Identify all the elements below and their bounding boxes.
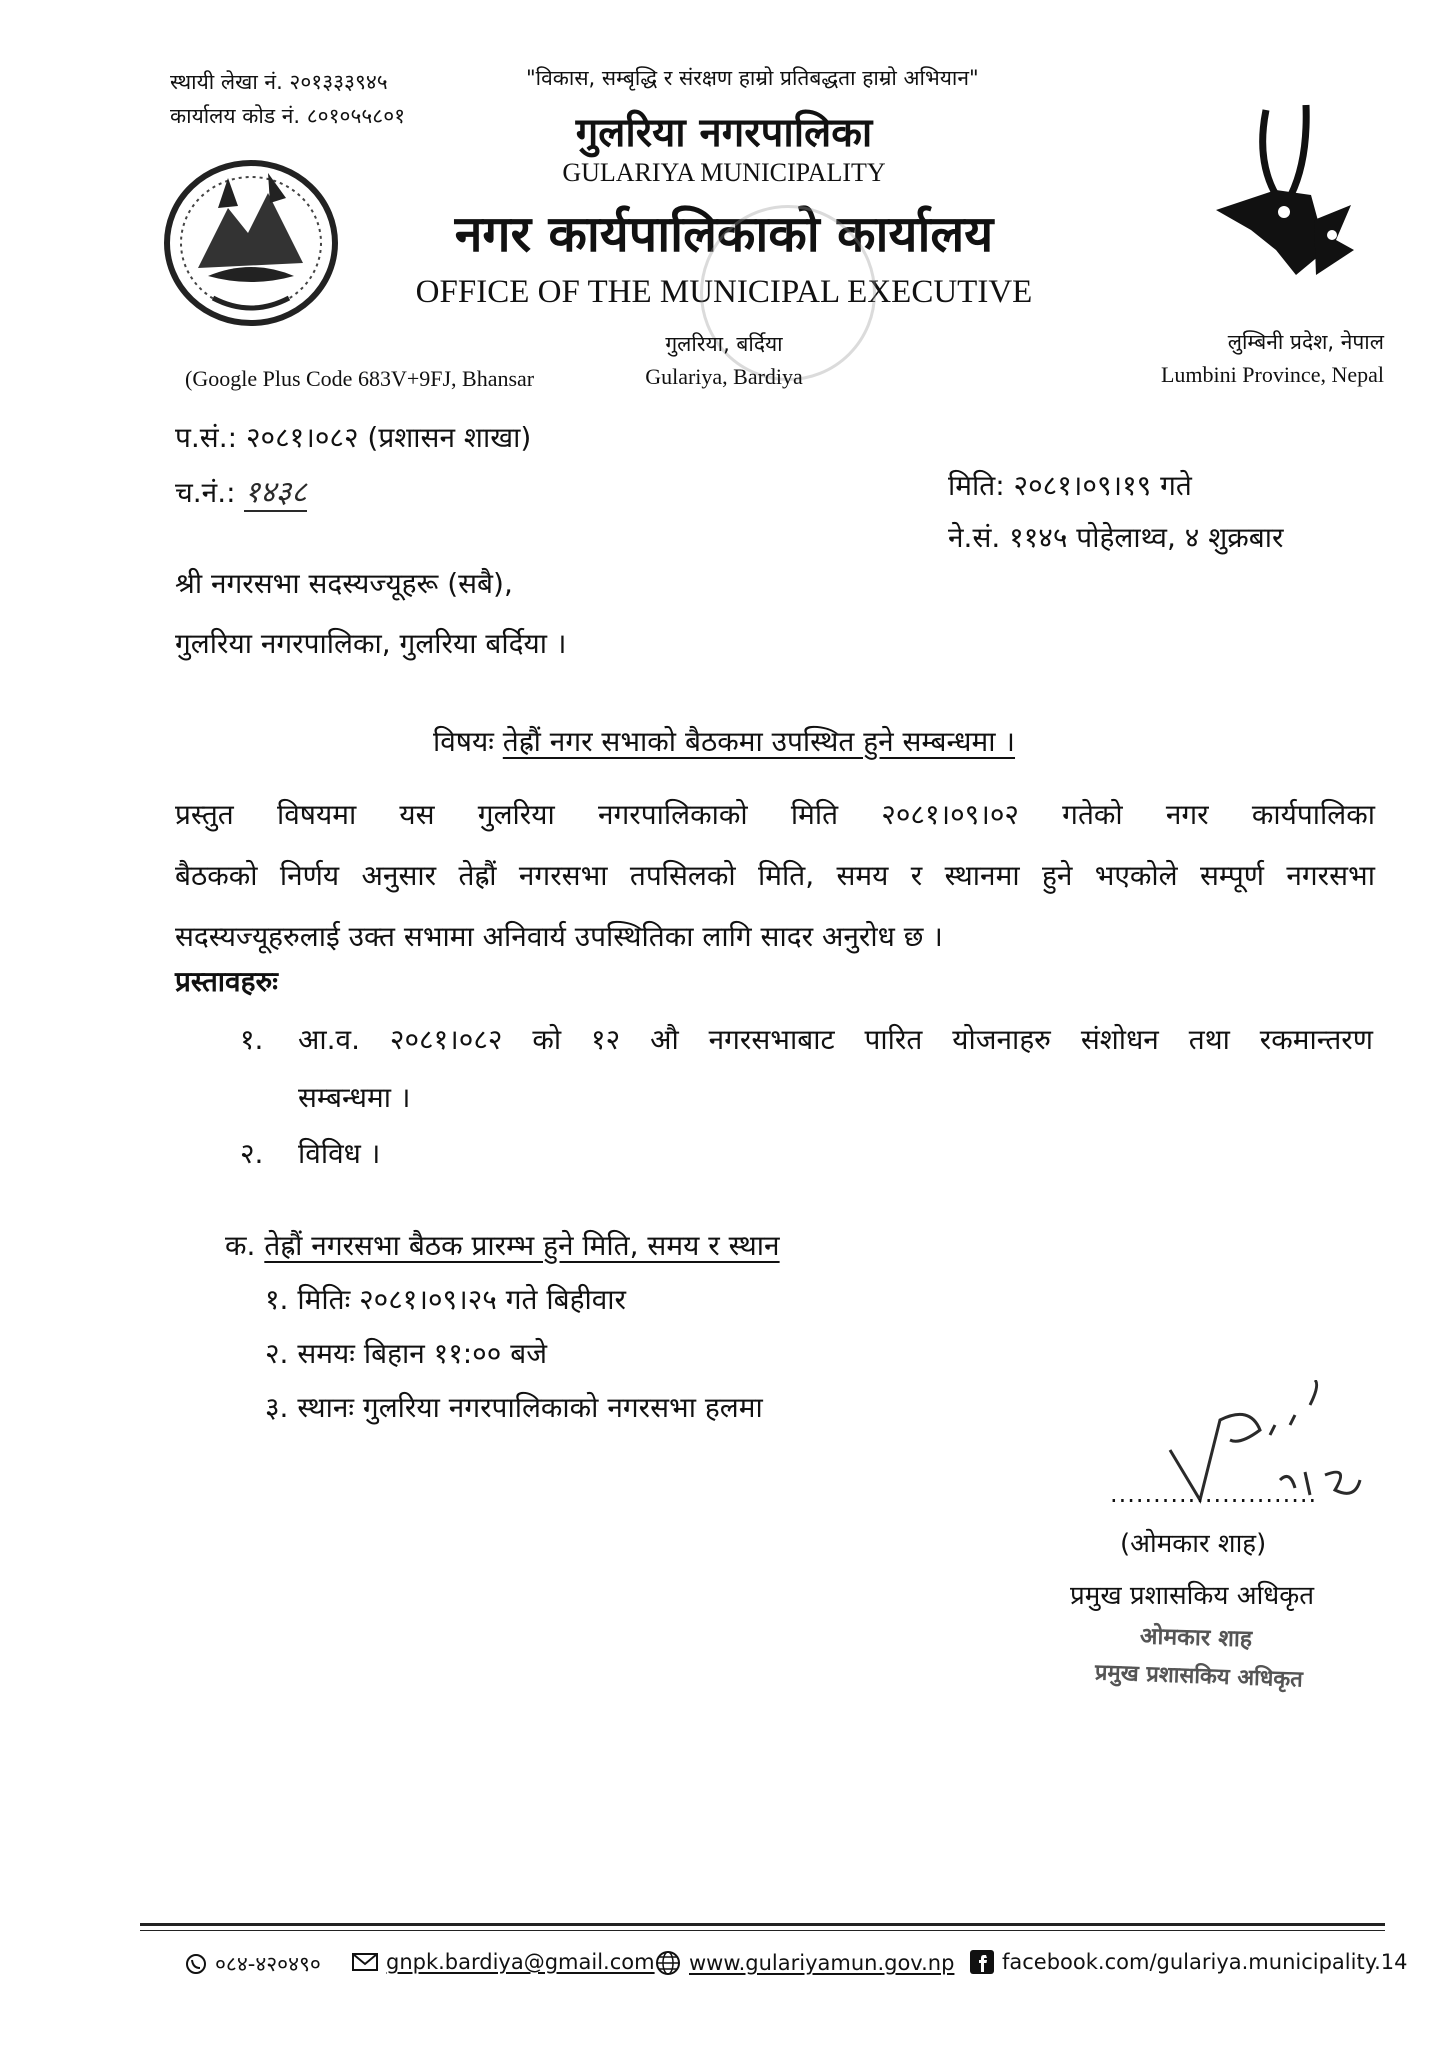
recipient-line-1: श्री नगरसभा सदस्यज्यूहरू (सबै),: [175, 567, 513, 600]
subject-text: तेह्रौं नगर सभाको बैठकमा उपस्थित हुने सम्बन्धमा ।: [502, 725, 1016, 758]
proposal-2-number: २.: [240, 1137, 264, 1170]
office-title-en: OFFICE OF THE MUNICIPAL EXECUTIVE: [415, 274, 1033, 310]
footer-rule: [140, 1923, 1385, 1926]
schedule-date: १. मितिः २०८१।०९।२५ गते बिहीवार: [265, 1283, 626, 1316]
footer-phone: [185, 1950, 321, 1978]
place-np: गुलरिया, बर्दिया: [665, 332, 783, 356]
schedule-heading: [225, 1226, 780, 1264]
email-icon: [352, 1952, 378, 1972]
place-en: Gulariya, Bardiya: [645, 364, 803, 389]
plus-code: (Google Plus Code 683V+9FJ, Bhansar: [185, 366, 535, 391]
globe-icon: [655, 1950, 681, 1976]
email-address[interactable]: gnpk.bardiya@gmail.com: [386, 1950, 655, 1974]
body-line-1: प्रस्तुत विषयमा यस गुलरिया नगरपालिकाको मिति २०८१।०९।०२ गतेको नगर कार्यपालिका: [175, 798, 1375, 831]
stamp-designation: प्रमुख प्रशासकिय अधिकृत: [1094, 1660, 1304, 1693]
phone-icon: [185, 1953, 207, 1975]
signatory-name: (ओमकार शाह): [1120, 1529, 1267, 1559]
footer-email[interactable]: [352, 1950, 655, 1974]
proposal-1-line-2: सम्बन्धमा ।: [298, 1081, 411, 1114]
dispatch-handwritten: १४३८: [244, 475, 307, 510]
phone-number: ०८४-४२०४९०: [215, 1952, 321, 1976]
office-title-np: नगर कार्यपालिकाको कार्यालय: [454, 205, 994, 263]
schedule-label: क.: [225, 1229, 256, 1262]
proposals-heading: प्रस्तावहरुः: [175, 965, 278, 998]
slogan: "विकास, सम्बृद्धि र संरक्षण हाम्रो प्रतिबद्धता हाम्रो अभियान": [526, 66, 979, 90]
schedule-heading-text: तेह्रौं नगरसभा बैठक प्रारम्भ हुने मिति, समय र स्थान: [264, 1229, 780, 1262]
subject-line: [0, 722, 1448, 760]
account-number: स्थायी लेखा नं. २०१३३३९४५: [170, 70, 388, 94]
footer-rule-thin: [140, 1930, 1385, 1931]
footer-facebook[interactable]: [970, 1950, 1408, 1974]
nepal-sambat-date: ने.सं. ११४५ पोहेलाथ्व, ४ शुक्रबार: [948, 521, 1284, 554]
facebook-icon: [970, 1950, 994, 1974]
schedule-place: ३. स्थानः गुलरिया नगरपालिकाको नगरसभा हलमा: [265, 1391, 763, 1424]
website-url[interactable]: www.gulariyamun.gov.np: [689, 1951, 955, 1975]
blackbuck-logo: [1196, 100, 1366, 290]
schedule-time: २. समयः बिहान ११:०० बजे: [265, 1337, 547, 1370]
signatory-designation: प्रमुख प्रशासकिय अधिकृत: [1070, 1581, 1315, 1611]
facebook-url[interactable]: facebook.com/gulariya.municipality.14: [1002, 1950, 1408, 1974]
proposal-1-line-1: आ.व. २०८१।०८२ को १२ औ नगरसभाबाट पारित योजनाहरु संशोधन तथा रकमान्तरण: [298, 1023, 1373, 1056]
recipient-line-2: गुलरिया नगरपालिका, गुलरिया बर्दिया ।: [175, 627, 567, 660]
reference-number: प.सं.: २०८१।०८२ (प्रशासन शाखा): [175, 421, 532, 454]
proposal-1-number: १.: [240, 1023, 264, 1056]
letter-date: मिति: २०८१।०९।१९ गते: [948, 469, 1192, 502]
stamp-name: ओमकार शाह: [1139, 1623, 1253, 1653]
municipality-name-en: GULARIYA MUNICIPALITY: [562, 158, 886, 187]
body-line-2: बैठकको निर्णय अनुसार तेह्रौं नगरसभा तपसिलको मिति, समय र स्थानमा हुने भएकोले सम्पूर्ण नगरसभा: [175, 859, 1375, 892]
footer-website[interactable]: [655, 1950, 954, 1976]
signature-dots: ........................: [1110, 1480, 1318, 1508]
proposal-2-text: विविध ।: [298, 1137, 381, 1170]
nepal-emblem: [158, 148, 344, 334]
body-paragraph: [175, 784, 1375, 967]
municipality-name-np: गुलरिया नगरपालिका: [575, 110, 873, 156]
dispatch-number: [175, 470, 307, 511]
subject-label: विषयः: [432, 725, 494, 758]
office-code: कार्यालय कोड नं. ८०१०५५८०१: [170, 104, 406, 128]
dispatch-label: च.नं.:: [175, 476, 236, 509]
province-np: लुम्बिनी प्रदेश, नेपाल: [1227, 330, 1384, 354]
province-en: Lumbini Province, Nepal: [1160, 362, 1384, 387]
body-line-3: सदस्यज्यूहरुलाई उक्त सभामा अनिवार्य उपस्थितिका लागि सादर अनुरोध छ ।: [175, 920, 943, 953]
